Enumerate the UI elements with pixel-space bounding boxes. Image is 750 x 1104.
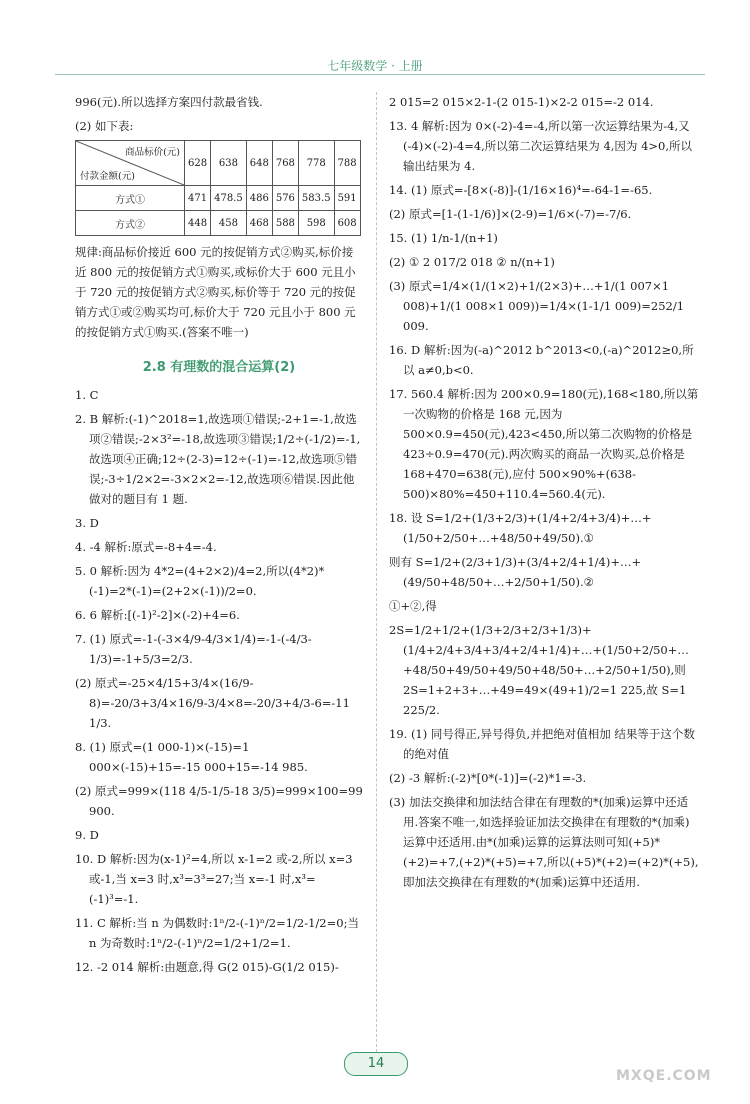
table-label: (2) 如下表: [75, 119, 134, 133]
left-column [75, 92, 363, 981]
answer-item: (2) ① 2 017/2 018 ② n/(n+1) [389, 255, 555, 269]
row-label: 方式① [76, 186, 185, 211]
table-cell: 576 [272, 186, 298, 211]
price-cell: 778 [298, 141, 334, 186]
payment-table [75, 140, 361, 236]
answer-item: (2) 原式=[1-(1-1/6)]×(2-9)=1/6×(-7)=-7/6. [389, 207, 632, 221]
answer-item: 2. B 解析:(-1)^2018=1,故选项①错误;-2+1=-1,故选项②错误;-2×3²=-18,故选项③错误;1/2÷(-1/2)=-1,故选项④正确;12÷(2-3)=12÷(-1)=-12,故选项⑤错误;-3÷1/2×2=-3×2×2=-12,故选项⑥错误.因此他做对的题目有 1 题. [75, 412, 361, 506]
answer-item: 17. 560.4 解析:因为 200×0.9=180(元),168<180,所以第一次购物的价格是 168 元,因为 500×0.9=450(元),423<450,所以第二次购物的价格是 423÷0.9=470(元).两次购买的商品一次购买,总价格是 168+470=638(元),应付 500×90%+(638-500)×80%=450+110.4=560.4(元). [389, 387, 699, 501]
table-cell: 471 [185, 186, 211, 211]
answer-item: 5. 0 解析:因为 4*2=(4+2×2)/4=2,所以(4*2)*(-1)=2*(-1)=(2+2×(-1))/2=0. [75, 564, 325, 598]
page-number: 14 [344, 1052, 408, 1076]
answer-item: 13. 4 解析:因为 0×(-2)-4=-4,所以第一次运算结果为-4,又(-4)×(-2)-4=4,所以第二次运算结果为 4,因为 4>0,所以输出结果为 4. [389, 119, 693, 173]
answer-item: 18. 设 S=1/2+(1/3+2/3)+(1/4+2/4+3/4)+…+(1/50+2/50+…+48/50+49/50).① [389, 511, 652, 545]
price-cell: 628 [185, 141, 211, 186]
page-header-title: 七年级数学 · 上册 [327, 59, 423, 73]
answer-item: ①+②,得 [389, 599, 437, 613]
answer-item: 11. C 解析:当 n 为偶数时:1ⁿ/2-(-1)ⁿ/2=1/2-1/2=0;当 n 为奇数时:1ⁿ/2-(-1)ⁿ/2=1/2+1/2=1. [75, 916, 359, 950]
table-header-row [76, 141, 361, 186]
table-cell: 478.5 [211, 186, 247, 211]
watermark-logo: MXQE.COM [616, 1068, 712, 1084]
table-cell: 608 [334, 211, 360, 236]
header-rule [55, 74, 705, 75]
answer-item: 则有 S=1/2+(2/3+1/3)+(3/4+2/4+1/4)+…+(49/50+48/50+…+2/50+1/50).② [389, 555, 642, 589]
answer-item: 1. C [75, 388, 99, 402]
answer-item: 14. (1) 原式=-[8×(-8)]-(1/16×16)⁴=-64-1=-65. [389, 183, 653, 197]
rule-text: 规律:商品标价接近 600 元的按促销方式②购买,标价接近 800 元的按促销方式①购买,或标价大于 600 元且小于 720 元的按促销方式②购买,标价等于 720 元的按促销方式①或②购买均可,标价大于 720 元且小于 800 元的按促销方式①购买.(答案不唯一) [75, 245, 356, 339]
answer-item: 6. 6 解析:[(-1)²-2]×(-2)+4=6. [75, 608, 240, 622]
answer-item: 3. D [75, 516, 99, 530]
price-cell: 648 [246, 141, 272, 186]
price-cell: 788 [334, 141, 360, 186]
row-label: 方式② [76, 211, 185, 236]
answer-item: 2S=1/2+1/2+(1/3+2/3+2/3+1/3)+(1/4+2/4+3/4+3/4+2/4+1/4)+…+(1/50+2/50+…+48/50+49/50+49/50+48/50+…+2/50+1/50),则 2S=1+2+3+…+49=49×(49+1)/2=1 225,故 S=1 225/2. [389, 623, 689, 717]
table-cell: 448 [185, 211, 211, 236]
table-cell: 486 [246, 186, 272, 211]
intro-text: 996(元).所以选择方案四付款最省钱. [75, 95, 263, 109]
answer-item: (2) -3 解析:(-2)*[0*(-1)]=(-2)*1=-3. [389, 771, 587, 785]
answer-item: 19. (1) 同号得正,异号得负,并把绝对值相加 结果等于这个数的绝对值 [389, 727, 695, 761]
answer-item: (2) 原式=999×(118 4/5-1/5-18 3/5)=999×100=99 900. [75, 784, 363, 818]
table-cell: 458 [211, 211, 247, 236]
answer-item: 7. (1) 原式=-1-(-3×4/9-4/3×1/4)=-1-(-4/3-1/3)=-1+5/3=2/3. [75, 632, 312, 666]
answer-item: 12. -2 014 解析:由题意,得 G(2 015)-G(1/2 015)- [75, 960, 339, 974]
answer-item: (2) 原式=-25×4/15+3/4×(16/9-8)=-20/3+3/4×16/9-3/4×8=-20/3+4/3-6=-11 1/3. [75, 676, 350, 730]
table-cell: 583.5 [298, 186, 334, 211]
answer-item: 9. D [75, 828, 99, 842]
answer-item: 15. (1) 1/n-1/(n+1) [389, 231, 498, 245]
answer-item: 2 015=2 015×2-1-(2 015-1)×2-2 015=-2 014. [389, 95, 654, 109]
answer-item: (3) 原式=1/4×(1/(1×2)+1/(2×3)+…+1/(1 007×1 008)+1/(1 008×1 009))=1/4×(1-1/1 009)=252/1 009. [389, 279, 685, 333]
answer-item: 8. (1) 原式=(1 000-1)×(-15)=1 000×(-15)+15=-15 000+15=-14 985. [75, 740, 308, 774]
right-column [389, 92, 699, 896]
answer-item: 10. D 解析:因为(x-1)²=4,所以 x-1=2 或-2,所以 x=3 或-1,当 x=3 时,x³=3³=27;当 x=-1 时,x³=(-1)³=-1. [75, 852, 353, 906]
table-cell: 598 [298, 211, 334, 236]
column-divider [376, 92, 377, 1057]
answer-item: 16. D 解析:因为(-a)^2012 b^2013<0,(-a)^2012≥0,所以 a≠0,b<0. [389, 343, 694, 377]
answer-item: 4. -4 解析:原式=-8+4=-4. [75, 540, 217, 554]
price-cell: 638 [211, 141, 247, 186]
diag-bottom-label: 付款金额(元) [80, 171, 135, 182]
table-cell: 591 [334, 186, 360, 211]
table-cell: 468 [246, 211, 272, 236]
table-row [76, 211, 361, 236]
answer-item: (3) 加法交换律和加法结合律在有理数的*(加乘)运算中还适用.答案不唯一,如选择验证加法交换律在有理数的*(加乘)运算中还适用.由*(加乘)运算的运算法则可知(+5)*(+2)=+7,(+2)*(+5)=+7,所以(+5)*(+2)=(+2)*(+5),即加法交换律在有理数的*(加乘)运算中还适用. [389, 795, 699, 889]
table-row [76, 186, 361, 211]
diag-top-label: 商品标价(元) [125, 147, 180, 158]
table-cell: 588 [272, 211, 298, 236]
section-title: 2.8 有理数的混合运算(2) [142, 360, 296, 375]
diagonal-header-cell [76, 141, 185, 186]
price-cell: 768 [272, 141, 298, 186]
